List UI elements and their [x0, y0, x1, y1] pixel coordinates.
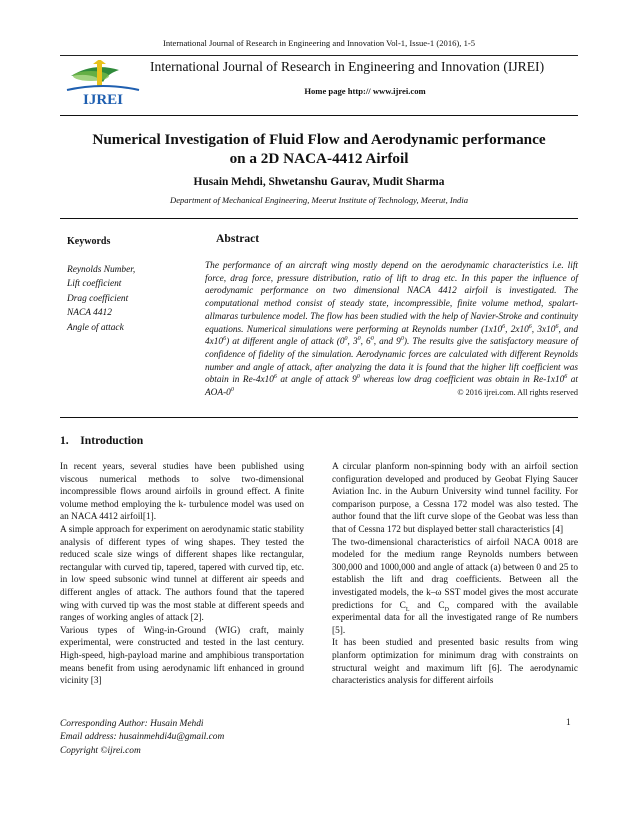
intro-paragraph: Various types of Wing-in-Ground (WIG) craft, mainly experimental, were constructed and tested in the last century. High-speed, high-payload marine and amphibious transportation means benefit from using aerodynamic lift enhanced in ground vicinity [3] — [60, 625, 304, 687]
ijrei-logo — [63, 60, 143, 106]
intro-paragraph: A circular planform non-spinning body with an airfoil section configuration developed and produced by Geobat Flying Saucer Aviation Inc. in the Auburn University wind tunnel facility. For comparison purpose, a Cessna 172 model was also tested. The author found that the lift curve slope of the Geobat was less than that of Cessna 172 but displayed better stall characteristics [4] — [332, 462, 578, 535]
homepage-link[interactable]: Home page http:// www.ijrei.com — [304, 86, 426, 96]
paper-title — [60, 130, 578, 168]
abstract-rule — [60, 417, 578, 418]
intro-right-column — [332, 461, 578, 688]
keyword-item: Reynolds Number, — [67, 265, 136, 275]
abstract-copyright: © 2016 ijrei.com. All rights reserved — [457, 388, 578, 398]
title-rule — [60, 218, 578, 219]
paper-title-line2: on a 2D NACA-4412 Airfoil — [229, 150, 409, 167]
keyword-item: Drag coefficient — [67, 293, 129, 304]
page-number: 1 — [566, 718, 571, 728]
keyword-item: Angle of attack — [67, 322, 124, 333]
affiliation: Department of Mechanical Engineering, Meerut Institute of Technology, Meerut, India — [169, 195, 468, 205]
header-rule — [60, 55, 578, 56]
footer-correspondence — [60, 718, 224, 758]
keywords-list — [67, 263, 197, 335]
intro-left-column — [60, 461, 304, 688]
masthead-rule — [60, 115, 578, 116]
keyword-item: Lift coefficient — [67, 279, 122, 290]
footer-copyright: Copyright ©ijrei.com — [60, 745, 141, 756]
section-heading-introduction: 1. Introduction — [60, 434, 144, 447]
logo-text: IJREI — [82, 92, 124, 106]
corresponding-author: Corresponding Author: Husain Mehdi — [60, 719, 204, 729]
running-header: International Journal of Research in Engineering and Innovation Vol-1, Issue-1 (2016), 1-5 — [162, 38, 476, 48]
journal-title: International Journal of Research in Engineering and Innovation (IJREI) — [150, 59, 545, 74]
intro-paragraph: The two-dimensional characteristics of airfoil NACA 0018 are modeled for the medium range Reynolds numbers between 300,000 and 1000,000 and angle of attack (a) between 0 and 25 to establish the lift and drag coefficients. Between all the investigated models, the k–ω SST model gives the most accurate predictions for $C_L$ and $C_D$ compared with the available experimental data for all the investigated range of Re numbers [5]. — [332, 537, 578, 636]
intro-paragraph: A simple approach for experiment on aerodynamic static stability analysis of different types of wing shapes. They tested the reduced scale size wings of different shapes like rectangular, rectangular with curved tip, tapered, tapered with curved tip, etc. in low speed subsonic wind tunnel at different air speeds and different angles of attack. The authors found that the tapered wing with curved tip was the most stable at different speeds and ranges of working angles of attack [2]. — [60, 524, 304, 624]
abstract-text: The performance of an aircraft wing mostly depend on the aerodynamic characteristics i.e. lift force, drag force, pressure distribution, ratio of lift to drag etc. In this paper the influence of aerodynamic performance on two dimensional NACA 4412 airfoil is investigated. The computational method consist of steady state, incompressible, finite volume method, spalart-allmaras turbulence model. The flow has been studied with the help of Navier-Stroke and continuity equations. Numerical simulations were performing at Reynolds number ($1x10^6$, $2x10^6$, $3x10^6$, and $4x10^6$) at different angle of attack ($0^0$, $3^0$, $6^0$, and $9^0$). The results give the satisfactory measure of confidence of fidelity of the simulation. Aerodynamic forces are calculated with different Reynolds number and angle of attack, after analyzing the data it is found that the higher lift coefficient was obtain in $Re-4x10^6$ at angle of attack $9^0$ whereas low drag coefficient was obtain in $Re-1x10^6$ at AOA-$0^0$ © 2016 ijrei.com. All rights reserved — [205, 261, 579, 399]
email-address[interactable]: Email address: husainmehdi4u@gmail.com — [60, 732, 225, 743]
paper-title-line1: Numerical Investigation of Fluid Flow and Aerodynamic performance — [92, 131, 546, 148]
authors: Husain Mehdi, Shwetanshu Gaurav, Mudit Sharma — [193, 176, 445, 188]
keyword-item: NACA 4412 — [67, 308, 112, 319]
abstract-heading: Abstract — [216, 232, 260, 245]
intro-paragraph: It has been studied and presented basic results from wing planform optimization for minimum drag with constraints on structural weight and maximum lift [6]. The aerodynamic characteristics analysis for different airfoils — [332, 638, 578, 687]
keywords-heading: Keywords — [67, 236, 111, 247]
intro-paragraph: In recent years, several studies have been published using viscous numerical methods to solve two-dimensional incompressible flows around airfoils in ground effect. A finite volume method employing the k- turbulence model was used on an NACA 4412 airfoil[1]. — [60, 462, 304, 523]
